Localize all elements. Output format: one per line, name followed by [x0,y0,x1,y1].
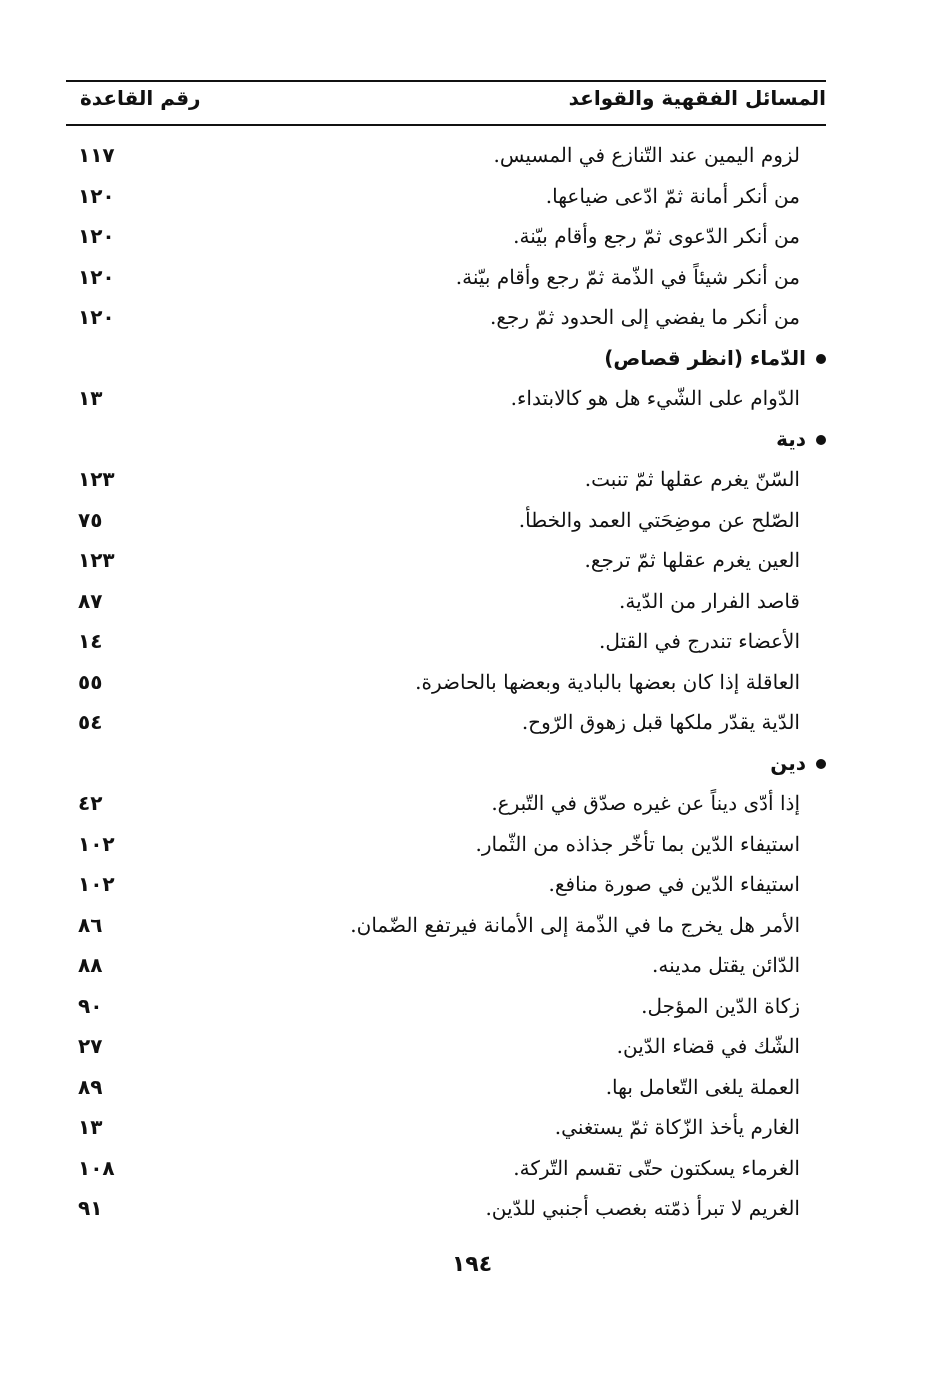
entry-text [513,1156,800,1180]
index-entry [66,990,826,1031]
entry-label: العاقلة إذا كان بعضها بالبادية وبعضها بالحاضرة. [415,669,800,694]
page-number: ١٩٤ [451,1252,493,1277]
header-bottom-rule [66,124,826,126]
section-heading [66,423,826,464]
entry-label: دين [770,750,806,775]
entry-label: السّنّ يغرم عقلها ثمّ تنبت. [584,467,800,491]
bullet-icon [816,759,826,769]
entry-label: من أنكر الدّعوى ثمّ رجع وأقام بيّنة. [513,224,800,248]
entry-label: من أنكر ما يفضي إلى الحدود ثمّ رجع. [490,305,800,329]
entry-text [619,589,800,613]
rule-number: ٢٧ [78,1034,103,1058]
section-heading [66,342,826,383]
rule-number: ٨٦ [78,912,103,937]
rule-number: ٥٤ [78,710,103,734]
entry-label: إذا أدّى ديناً عن غيره صدّق في التّبرع. [491,791,800,815]
entry-text [513,224,800,248]
index-entry [66,544,826,585]
index-entry [66,301,826,342]
entry-text [606,1075,800,1099]
entry-text [490,305,800,329]
section-heading-text [770,751,826,775]
index-entry [66,706,826,747]
entry-label: الأمر هل يخرج ما في الذّمة إلى الأمانة فيرتفع الضّمان. [350,912,800,937]
entry-label: الغريم لا تبرأ ذمّته بغصب أجنبي للدّين. [485,1196,800,1220]
section-heading-text [604,346,826,370]
rule-number: ٨٨ [78,953,103,977]
rule-number: ١٠٢ [78,872,115,896]
rule-number: ١٢٠ [78,224,115,248]
index-entry [66,625,826,666]
page-header [66,84,826,118]
index-entry [66,949,826,990]
entry-text [456,265,800,289]
entry-text [476,832,800,856]
entry-text [549,872,800,896]
entry-label: لزوم اليمين عند التّنازع في المسيس. [493,143,800,167]
index-entry [66,585,826,626]
entry-label: الغارم يأخذ الزّكاة ثمّ يستغني. [554,1115,800,1139]
index-entry [66,139,826,180]
rule-number: ٨٩ [78,1074,103,1099]
rule-number: ١٠٨ [78,1155,115,1180]
index-entry [66,1111,826,1152]
rule-number: ١٣ [78,1115,103,1139]
entry-text [585,548,800,572]
index-entry [66,868,826,909]
entry-label: من أنكر أمانة ثمّ ادّعى ضياعها. [545,183,800,208]
entry-label: الغرماء يسكتون حتّى تقسم التّركة. [513,1155,800,1180]
header-title: المسائل الفقهية والقواعد [568,86,826,110]
index-entry [66,220,826,261]
rule-number: ١٢٠ [78,183,115,208]
entry-label: الشّك في قضاء الدّين. [616,1034,800,1058]
entry-text [493,143,800,167]
index-entry [66,828,826,869]
entry-text [511,386,800,410]
rule-number: ١٢٠ [78,264,115,289]
entry-text [641,994,800,1018]
index-entry [66,180,826,221]
section-heading-text [776,427,826,451]
index-entry [66,1192,826,1233]
entry-label: الدّائن يقتل مدينه. [652,953,800,977]
rule-number: ٩١ [78,1196,103,1220]
index-entries [66,139,826,1233]
rule-number: ١٠٢ [78,831,115,856]
entry-label: الدّية يقدّر ملكها قبل زهوق الرّوح. [521,710,800,734]
entry-text [350,913,800,937]
entry-text [585,467,800,491]
rule-number: ٩٠ [78,993,103,1018]
entry-label: استيفاء الدّين بما تأخّر جذاذه من الثّمار. [475,831,800,856]
rule-number: ١٣ [78,386,103,410]
entry-label: دية [776,426,806,451]
entry-text [555,1115,800,1139]
entry-text [485,1196,800,1220]
bullet-icon [816,435,826,445]
entry-label: الدّماء (انظر قصاص) [604,345,806,370]
entry-text [546,184,800,208]
index-entry [66,463,826,504]
entry-label: الأعضاء تندرج في القتل. [598,629,800,653]
index-entry [66,909,826,950]
entry-text [519,508,800,532]
rule-number: ١٢٣ [78,467,115,491]
entry-text [522,710,800,734]
rule-number: ١١٧ [78,143,115,167]
entry-text [652,953,800,977]
section-heading [66,747,826,788]
entry-text [617,1034,800,1058]
index-entry [66,1030,826,1071]
rule-number: ٨٧ [78,588,103,613]
header-top-rule [66,80,826,82]
entry-text [491,791,800,815]
entry-label: الصّلح عن موضِحَتي العمد والخطأ. [518,507,800,532]
header-column-heading: رقم القاعدة [80,86,201,110]
rule-number: ٥٥ [78,669,103,694]
index-entry [66,504,826,545]
rule-number: ١٢٣ [78,548,115,572]
entry-text [415,670,800,694]
index-entry [66,666,826,707]
entry-label: العين يغرم عقلها ثمّ ترجع. [584,548,800,572]
entry-label: العملة يلغى التّعامل بها. [605,1074,800,1099]
rule-number: ١٢٠ [78,305,115,329]
index-entry [66,261,826,302]
index-entry [66,787,826,828]
index-entry [66,382,826,423]
rule-number: ١٤ [78,629,103,653]
entry-label: استيفاء الدّين في صورة منافع. [548,872,800,896]
rule-number: ٤٢ [78,791,103,815]
entry-label: من أنكر شيئاً في الذّمة ثمّ رجع وأقام بيّنة. [455,264,800,289]
index-entry [66,1071,826,1112]
entry-label: الدّوام على الشّيء هل هو كالابتداء. [510,386,800,410]
rule-number: ٧٥ [78,507,103,532]
index-entry [66,1152,826,1193]
entry-label: قاصد الفرار من الدّية. [619,588,800,613]
entry-text [599,629,800,653]
entry-label: زكاة الدّين المؤجل. [641,993,800,1018]
bullet-icon [816,354,826,364]
